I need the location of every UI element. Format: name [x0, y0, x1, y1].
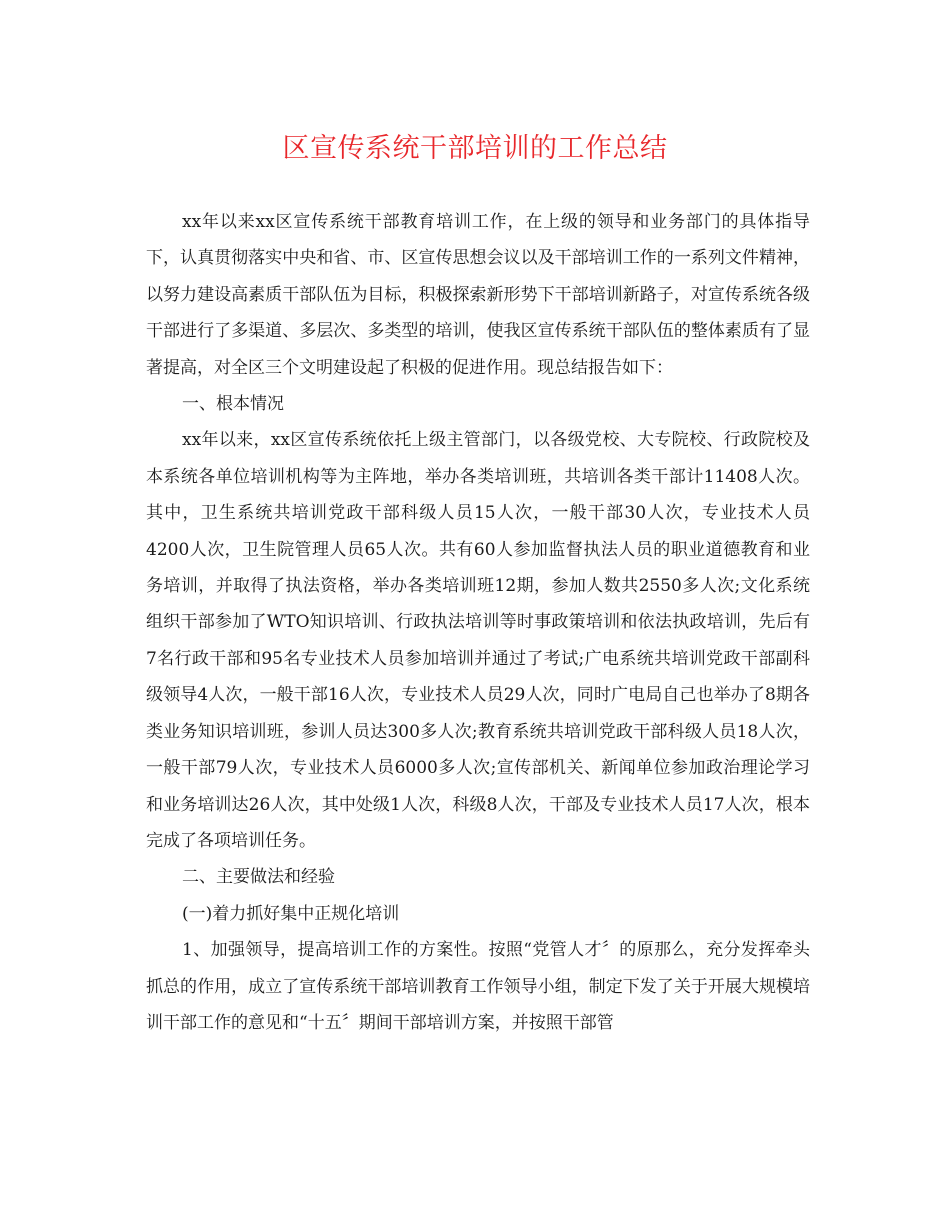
section-heading-basic-situation: 一、根本情况 — [182, 394, 284, 415]
subsection-heading-training: (一)着力抓好集中正规化培训 — [182, 903, 400, 924]
document-title: 区宣传系统干部培训的工作总结 — [282, 133, 668, 164]
leadership-paragraph: 1、加强领导，提高培训工作的方案性。按照“党管人才〞的原那么，充分发挥牵头抓总的作用，成立了宣传系统干部培训教育工作领导小组，制定下发了关于开展大规模培训干部工作的意见和“十五〞期间干部培训方案，并按照干部管 — [146, 940, 810, 1033]
document-body — [146, 204, 810, 1041]
intro-paragraph: xx年以来xx区宣传系统干部教育培训工作，在上级的领导和业务部门的具体指导下，认真贯彻落实中央和省、市、区宣传思想会议以及干部培训工作的一系列文件精神，以努力建设高素质干部队伍为目标，积极探索新形势下干部培训新路子，对宣传系统各级干部进行了多渠道、多层次、多类型的培训，使我区宣传系统干部队伍的整体素质有了显著提高，对全区三个文明建设起了积极的促进作用。现总结报告如下： — [146, 212, 810, 378]
basic-situation-paragraph: xx年以来，xx区宣传系统依托上级主管部门，以各级党校、大专院校、行政院校及本系统各单位培训机构等为主阵地，举办各类培训班，共培训各类干部计11408人次。其中，卫生系统共培训党政干部科级人员15人次，一般干部30人次，专业技术人员4200人次，卫生院管理人员65人次。共有60人参加监督执法人员的职业道德教育和业务培训，并取得了执法资格，举办各类培训班12期，参加人数共2550多人次;文化系统组织干部参加了WTO知识培训、行政执法培训等时事政策培训和依法执政培训，先后有7名行政干部和95名专业技术人员参加培训并通过了考试;广电系统共培训党政干部副科级领导4人次，一般干部16人次，专业技术人员29人次，同时广电局自己也举办了8期各类业务知识培训班，参训人员达300多人次;教育系统共培训党政干部科级人员18人次，一般干部79人次，专业技术人员6000多人次;宣传部机关、新闻单位参加政治理论学习和业务培训达26人次，其中处级1人次，科级8人次，干部及专业技术人员17人次，根本完成了各项培训任务。 — [146, 430, 810, 851]
section-heading-practices: 二、主要做法和经验 — [182, 867, 335, 888]
